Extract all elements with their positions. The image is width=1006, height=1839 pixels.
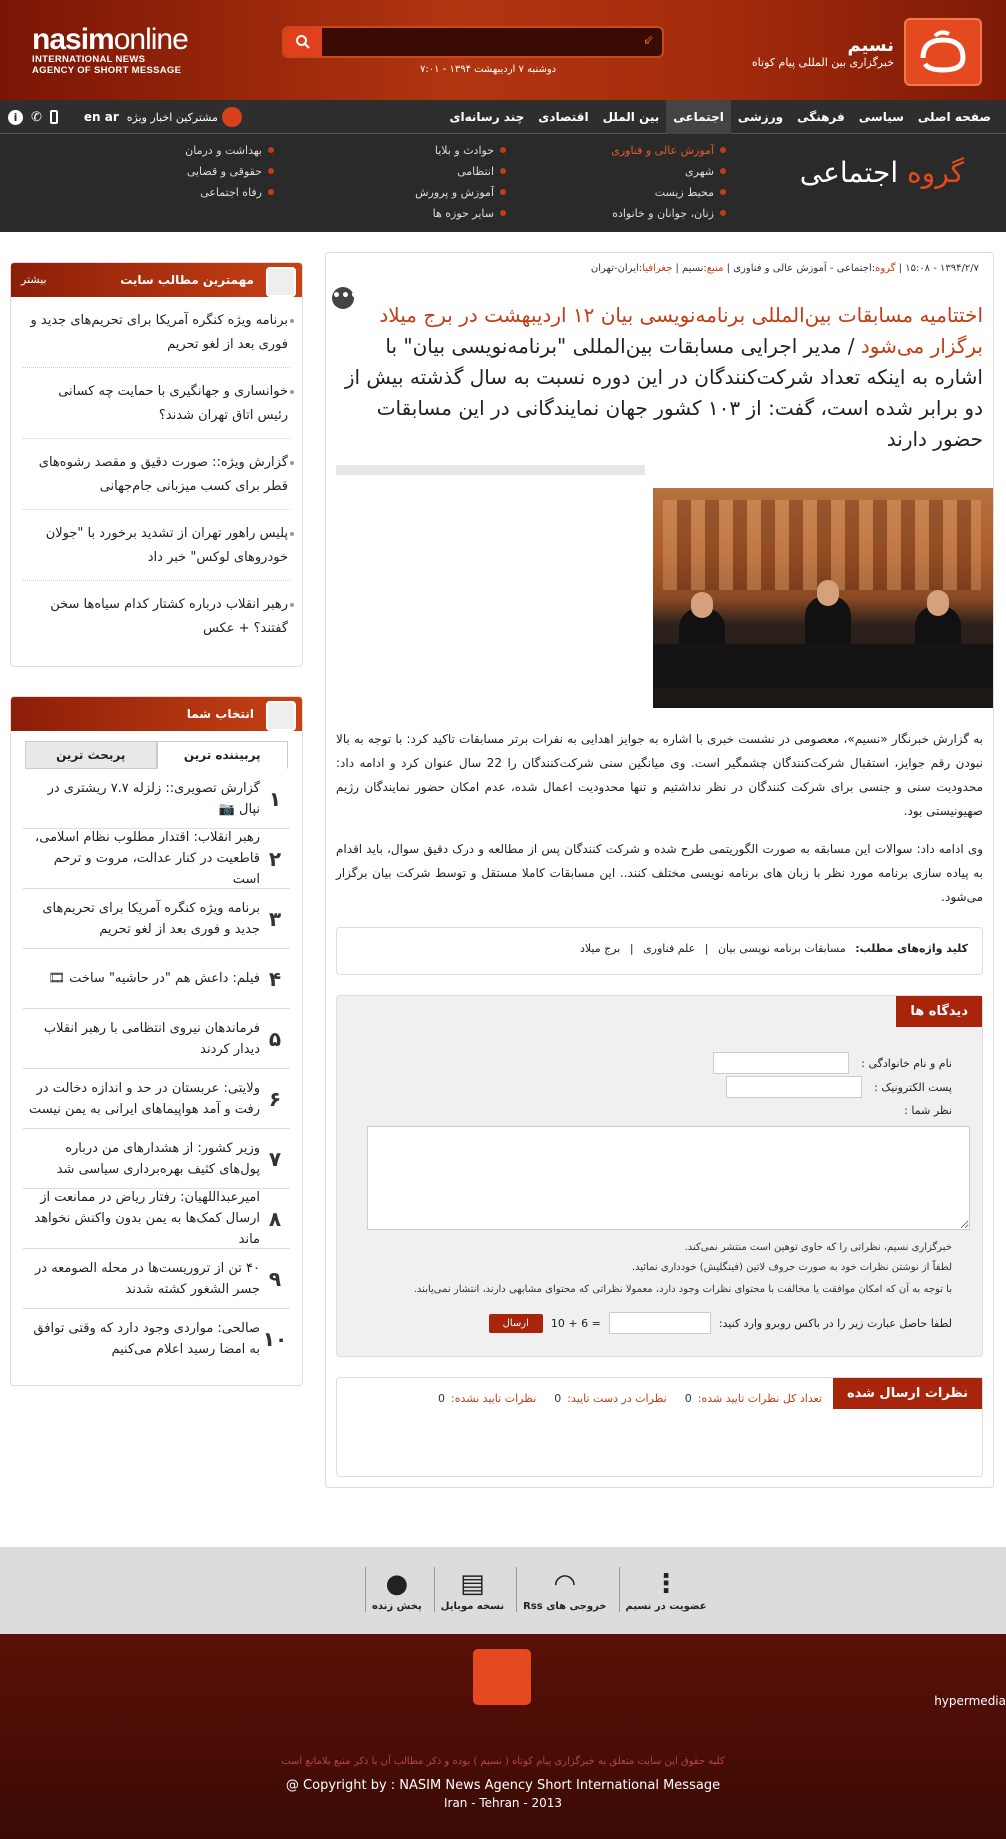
comment-textarea[interactable] — [367, 1126, 970, 1230]
subnav-item[interactable]: زنان، جوانان و خانواده — [611, 203, 726, 224]
article-headline: اختتامیه مسابقات بین‌المللی برنامه‌نویسی بیان ۱۲ اردیبهشت در برج میلاد برگزار می‌شود / مدیر اجرایی مسابقات بین‌المللی "برنامه‌نویسی بیان" با اشاره به اینکه تعداد شرکت‌کنندگان در این دوره نسبت به سال گذشته بیش از دو برابر شده است، گفت: از ۱۰۳ کشور جهان نمایندگانی در این مسابقات حضور دارند — [344, 303, 983, 451]
mobile-icon: ▤ — [460, 1569, 485, 1599]
group-subnav — [0, 134, 1006, 232]
rss-link[interactable]: ◠ خروجی های Rss — [516, 1567, 612, 1612]
captcha-input[interactable] — [609, 1312, 711, 1334]
join-icon: ⋮ — [653, 1569, 680, 1599]
subnav-item[interactable]: حوادث و بلایا — [415, 140, 506, 161]
hypermedia-logo[interactable]: hypermedia — [934, 1694, 1006, 1708]
subnav-item[interactable]: بهداشت و درمان — [185, 140, 274, 161]
nav-item-sports[interactable]: ورزشی — [737, 110, 784, 124]
nav-item-culture[interactable]: فرهنگی — [797, 110, 845, 124]
search-button[interactable] — [284, 28, 322, 56]
tab-most-viewed[interactable]: پربیننده ترین — [157, 741, 289, 769]
list-item[interactable]: گزارش ویژه:: صورت دقیق و مقصد رشوه‌های قطر برای کسب میزبانی جام‌جهانی — [11, 439, 302, 510]
footer-links — [0, 1547, 1006, 1634]
list-item[interactable]: برنامه ویژه کنگره آمریکا برای تحریم‌های جدید و فوری بعد از لغو تحریم — [11, 297, 302, 368]
sent-comments: نظرات ارسال شده تعداد کل نظرات تایید شده:0 نظرات در دست تایید:0 نظرات تایید نشده:0 — [336, 1377, 983, 1477]
logo-persian[interactable]: نسیم خبرگزاری بین المللی پیام کوتاه — [752, 18, 982, 86]
list-item[interactable]: ۵ فرماندهان نیروی انتظامی با رهبر انقلاب دیدار کردند — [23, 1009, 290, 1069]
nav-item-home[interactable]: صفحه اصلی — [917, 110, 991, 124]
subnav-item[interactable]: انتظامی — [415, 161, 506, 182]
nav-item-international[interactable]: بین الملل — [602, 110, 660, 124]
mobile-icon[interactable] — [50, 110, 58, 124]
send-button[interactable]: ارسال — [489, 1314, 543, 1333]
search-icon — [295, 34, 311, 50]
captcha-expression: 10 + 6 = — [550, 1316, 601, 1330]
subnav-item[interactable]: حقوقی و قضایی — [185, 161, 274, 182]
list-item[interactable]: پلیس راهور تهران از تشدید برخورد با "جولان خودروهای لوکس" خبر داد — [11, 510, 302, 581]
list-item[interactable]: ۱ گزارش تصویری:: زلزله ۷.۷ ریشتری در نپال 📷 — [23, 769, 290, 829]
nasim-icon — [266, 701, 296, 731]
rss-icon: ◠ — [554, 1569, 575, 1599]
list-item[interactable]: ۲ رهبر انقلاب: اقتدار مطلوب نظام اسلامی، قاطعیت در کنار عدالت، مروت و ترحم است — [23, 829, 290, 889]
subnav-item[interactable]: رفاه اجتماعی — [185, 182, 274, 203]
user-icon: ● — [385, 1569, 409, 1599]
comments-title: دیدگاه ها — [896, 996, 982, 1027]
info-icon[interactable]: i — [8, 110, 23, 125]
keyword-link[interactable]: برج میلاد — [579, 942, 621, 955]
list-item[interactable]: ۶ ولایتی: عربستان در حد و اندازه دخالت در رفت و آمد هواپیماهای ایرانی به یمن نیست — [23, 1069, 290, 1129]
nav-item-social[interactable]: اجتماعی — [666, 100, 731, 134]
list-item[interactable]: ۹ ۴۰ تن از تروریست‌ها در محله الصومعه در جسر الشغور کشته شدند — [23, 1249, 290, 1309]
phone-icon[interactable]: ✆ — [31, 109, 42, 125]
list-item[interactable]: ۸ امیرعبداللهیان: رفتار ریاض در ممانعت از ارسال کمک‌ها به یمن بدون واکنش نخواهد ماند — [23, 1189, 290, 1249]
subnav-item[interactable]: سایر حوزه ها — [415, 203, 506, 224]
language-switch[interactable]: en ar — [83, 110, 119, 124]
main-nav — [0, 100, 1006, 134]
keyword-link[interactable]: مسابقات برنامه نویسی بیان — [717, 942, 846, 955]
nav-item-economy[interactable]: اقتصادی — [538, 110, 589, 124]
list-item[interactable]: ۷ وزیر کشور: از هشدارهای من درباره پول‌های کثیف بهره‌برداری سیاسی شد — [23, 1129, 290, 1189]
footer-logo[interactable] — [473, 1649, 531, 1705]
more-options-icon[interactable]: ••• — [332, 287, 354, 309]
logo-english[interactable]: nasimonline INTERNATIONAL NEWS AGENCY OF SHORT MESSAGE — [32, 23, 188, 76]
group-title: گروه اجتماعی — [799, 156, 964, 189]
list-item[interactable]: رهبر انقلاب درباره کشتار کدام سیاه‌ها سخن گفتند؟ + عکس — [11, 581, 302, 652]
subscribers-link[interactable]: مشترکین اخبار ویژه — [127, 107, 242, 127]
live-link[interactable]: ● پخش زنده — [365, 1567, 428, 1612]
article — [325, 252, 994, 1488]
mobile-link[interactable]: ▤ نسخه موبایل — [434, 1567, 510, 1612]
subnav-item[interactable]: آموزش و پرورش — [415, 182, 506, 203]
article-meta: ۱۳۹۴/۲/۷ - ۱۵:۰۸ | گروه:اجتماعی - آموزش عالی و فناوری | منبع:نسیم | جغرافیا:ایران-تهران — [590, 263, 979, 274]
article-photo[interactable] — [653, 488, 993, 708]
search-input[interactable] — [328, 30, 648, 54]
subnav-item[interactable]: محیط زیست — [611, 182, 726, 203]
nav-item-politics[interactable]: سیاسی — [858, 110, 904, 124]
nasim-icon — [266, 267, 296, 297]
join-link[interactable]: ⋮ عضویت در نسیم — [619, 1567, 713, 1612]
site-footer: hypermedia کلیه حقوق این سایت متعلق به خبرگزاری پیام کوتاه ( نسیم ) بوده و ذکر مطالب آن با ذکر منبع بلامانع است @ Copyright by : NASIM News Agency Short International Message Iran - Tehran - 2013 — [0, 1634, 1006, 1839]
current-date: دوشنبه ۷ اردیبهشت ۱۳۹۴ - ۷:۰۱ — [420, 64, 557, 75]
list-item[interactable]: خوانساری و جهانگیری با حمایت چه کسانی رئیس اتاق تهران شدند؟ — [11, 368, 302, 439]
tab-most-discussed[interactable]: پربحث ترین — [25, 741, 157, 769]
email-field[interactable] — [726, 1076, 862, 1098]
list-item[interactable]: ۱۰ صالحی: مواردی وجود دارد که وقتی توافق به امضا رسید اعلام می‌کنیم — [33, 1321, 288, 1357]
list-item[interactable]: ۴ فیلم: داعش هم "در حاشیه" ساخت 🎞 — [23, 949, 290, 1009]
comment-form: دیدگاه ها نام و نام خانوادگی : پست الکترونیک : نظر شما : خبرگزاری نسیم، نظراتی را که حاوی توهین است منتشر نمی‌کند. لطفاً از نوشتن نظرات خود به صورت حروف لاتین (فینگلیش) خودداری نمائید. با توجه به آن که امکان موافقت یا مخالفت با محتوای نظرات وجود دارد، معمولا نظراتی که محتوای مشابهی دارند، انتشار نمی‌یابند. لطفا حاصل عبارت زیر را در باکس روبرو وارد کنید: 10 + 6 = ارسال — [336, 995, 983, 1357]
divider — [336, 465, 645, 475]
article-body: به گزارش خبرنگار «نسیم»، معصومی در نشست خبری با اشاره به جوایز اهدایی به نفرات برتر مسابقات تاکید کرد: با توجه به بالا نبودن رقم جوایز، استقبال شرکت‌کنندگان چشمگیر است. وی میانگین سنی شرکت‌کنندگان را 22 سال عنوان کرد و ادامه داد: محدودیت سنی و جنسی برای شرکت کنندگان در نظر نداشتیم و تنها محدودیت اعمال شده، عدم امکان حضور نمایندگان رژیم صهیونیستی بود. وی ادامه داد: سوالات این مسابقه به صورت الگوریتمی طرح شده و شرکت کنندگان پس از مطالعه و درک دقیق سوال، باید اقدام به پیاده سازی برنامه مورد نظر با زبان های برنامه نویسی مختلف کنند.. این مسابقات کاملا مستقل و توسط شرکت بیان برگزار می‌شود. — [336, 732, 983, 904]
search-box — [282, 26, 664, 58]
popular-box: انتخاب شما پربیننده ترین پربحث ترین ۱ گزارش تصویری:: زلزله ۷.۷ ریشتری در نپال 📷 ۲ رهبر انقلاب: اقتدار مطلوب نظام اسلامی، قاطعیت در کنار عدالت، مروت و ترحم است ۳ برنامه ویژه کنگره آمریکا برای تحریم‌های جدید و فوری بعد از لغو تحریم ۴ فیلم: داعش هم "در حاشیه" ساخت 🎞 ۵ فرماندهان نیروی انتظامی با رهبر انقلاب دیدار کردند ۶ ولایتی: عربستان در حد و اندازه دخالت در رفت و آمد هواپیماهای ایرانی به یمن نیست ۷ وزیر کشور: از هشدارهای من درباره پول‌های کثیف بهره‌برداری سیاسی شد ۸ امیرعبداللهیان: رفتار ریاض در ممانعت از ارسال کمک‌ها به یمن بدون واکنش نخواهد ماند ۹ ۴۰ تن از تروریست‌ها در محله الصومعه در جسر الشغور کشته شدند ۱۰ صالحی: مواردی وجود دارد که وقتی توافق به امضا رسید اعلام می‌کنیم — [10, 696, 303, 1386]
name-field[interactable] — [713, 1052, 849, 1074]
pen-icon: ⇙ — [643, 33, 654, 48]
site-header — [0, 0, 1006, 100]
nav-item-multimedia[interactable]: چند رسانه‌ای — [449, 110, 525, 124]
keywords: کلید واژه‌های مطلب: مسابقات برنامه نویسی بیان | علم فناوری | برج میلاد — [336, 927, 983, 975]
list-item[interactable]: ۳ برنامه ویژه کنگره آمریکا برای تحریم‌های جدید و فوری بعد از لغو تحریم — [23, 889, 290, 949]
more-link[interactable]: بیشتر — [21, 273, 47, 286]
logo-mark-icon — [904, 18, 982, 86]
user-icon — [222, 107, 242, 127]
subnav-item[interactable]: آموزش عالی و فناوری — [611, 140, 726, 161]
top-stories-box: مهمترین مطالب سایت بیشتر برنامه ویژه کنگره آمریکا برای تحریم‌های جدید و فوری بعد از لغو تحریم خوانساری و جهانگیری با حمایت چه کسانی رئیس اتاق تهران شدند؟ گزارش ویژه:: صورت دقیق و مقصد رشوه‌های قطر برای کسب میزبانی جام‌جهانی پلیس راهور تهران از تشدید برخورد با "جولان خودروهای لوکس" خبر داد رهبر انقلاب درباره کشتار کدام سیاه‌ها سخن گفتند؟ + عکس — [10, 262, 303, 667]
keyword-link[interactable]: علم فناوری — [643, 942, 696, 955]
sent-comments-title: نظرات ارسال شده — [833, 1378, 982, 1409]
subnav-item[interactable]: شهری — [611, 161, 726, 182]
